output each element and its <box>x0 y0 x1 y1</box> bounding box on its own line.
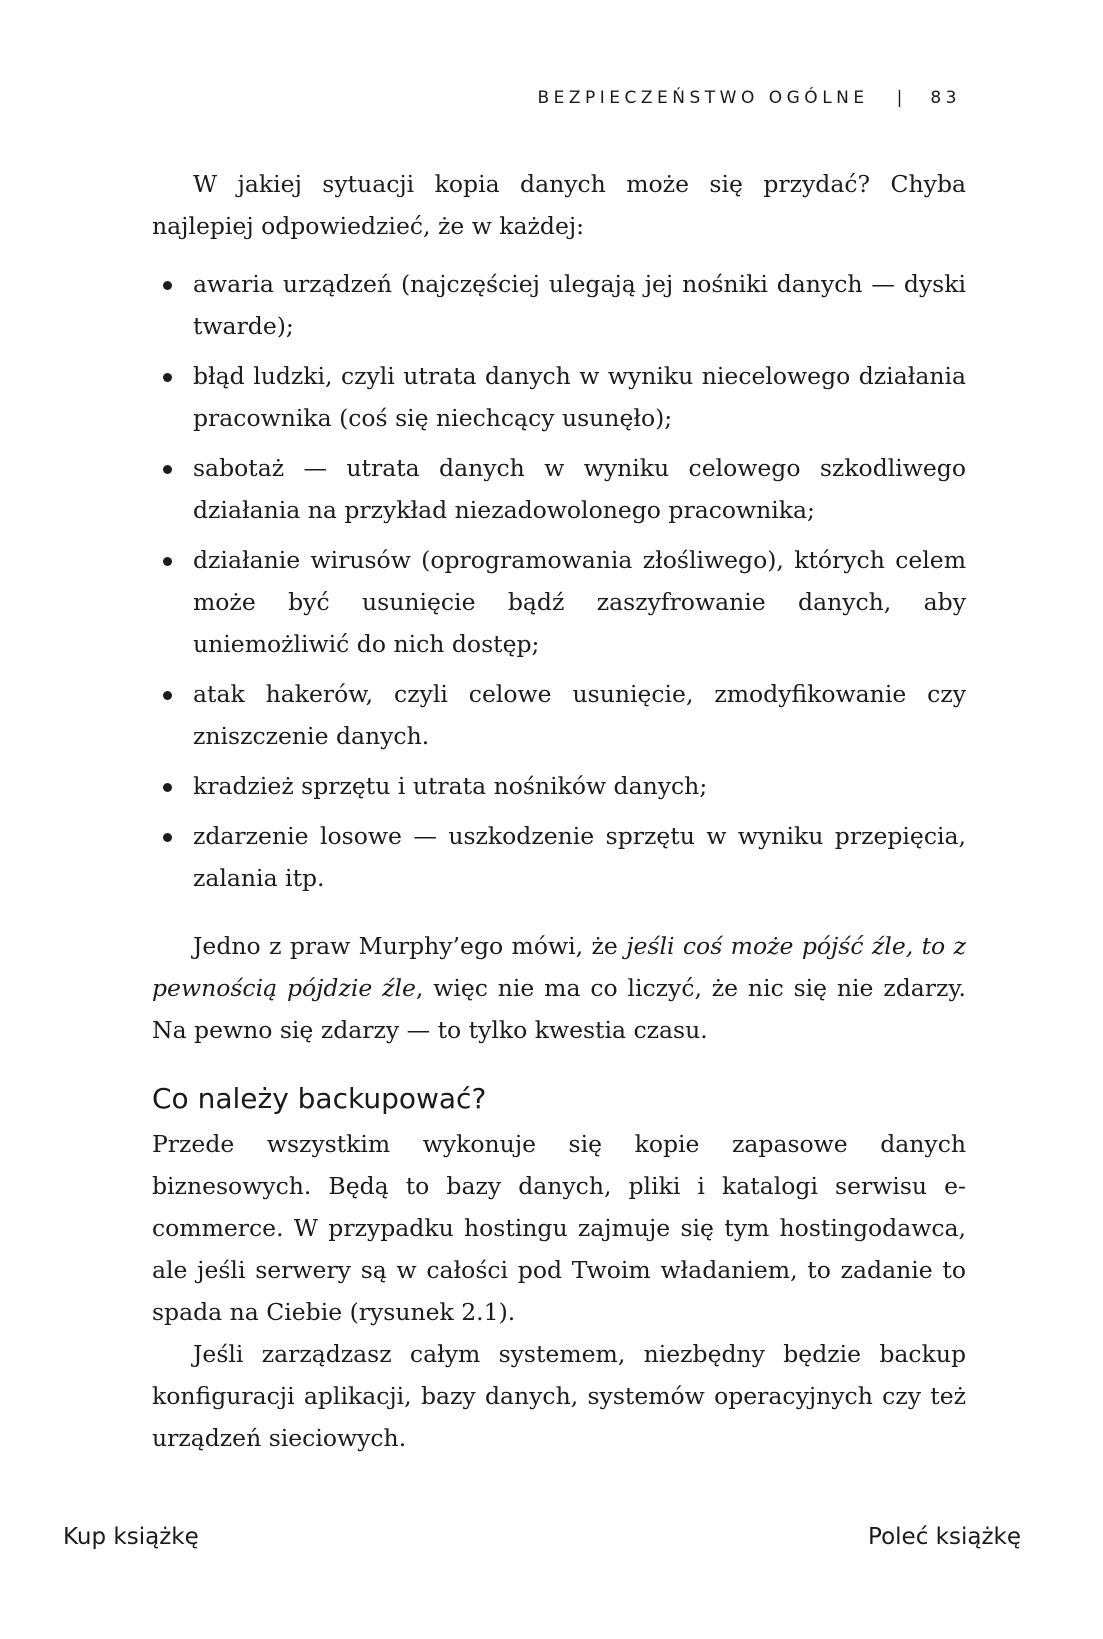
buy-book-link[interactable]: Kup książkę <box>63 1524 199 1550</box>
header-separator: | <box>896 88 903 108</box>
bullet-list <box>152 263 966 899</box>
running-header <box>537 88 961 108</box>
list-item-text: błąd ludzki, czyli utrata danych w wyniku niecelowego działania pracownika (coś się niechcący usunęło); <box>193 362 966 432</box>
list-item-text: atak hakerów, czyli celowe usunięcie, zmodyfikowanie czy zniszczenie danych. <box>193 680 966 750</box>
list-item <box>152 765 966 807</box>
bullet-icon <box>163 373 172 382</box>
murphy-text-after: , więc nie ma co liczyć, że nic się nie zdarzy. Na pewno się zdarzy — to tylko kwestia czasu. <box>152 974 966 1044</box>
bullet-icon <box>163 465 172 474</box>
backup-paragraph-2: Jeśli zarządzasz całym systemem, niezbędny będzie backup konfiguracji aplikacji, bazy danych, systemów operacyjnych czy też urządzeń sieciowych. <box>152 1340 966 1452</box>
list-item <box>152 815 966 899</box>
list-item <box>152 355 966 439</box>
list-item-text: zdarzenie losowe — uszkodzenie sprzętu w wyniku przepięcia, zalania itp. <box>193 822 966 892</box>
intro-paragraph: W jakiej sytuacji kopia danych może się przydać? Chyba najlepiej odpowiedzieć, że w każdej: <box>152 170 966 240</box>
bullet-icon <box>163 281 172 290</box>
list-item-text: działanie wirusów (oprogramowania złośliwego), których celem może być usunięcie bądź zaszyfrowanie danych, aby uniemożliwić do nich dostęp; <box>193 546 966 658</box>
list-item-text: kradzież sprzętu i utrata nośników danych; <box>193 772 708 800</box>
bullet-icon <box>163 833 172 842</box>
list-item-text: awaria urządzeń (najczęściej ulegają jej nośniki danych — dyski twarde); <box>193 270 966 340</box>
list-item <box>152 673 966 757</box>
page-number: 83 <box>930 88 961 108</box>
list-item <box>152 447 966 531</box>
list-item <box>152 539 966 665</box>
list-item <box>152 263 966 347</box>
page-body <box>152 163 966 1459</box>
murphy-text-before: Jedno z praw Murphy’ego mówi, że <box>193 932 627 960</box>
bullet-icon <box>163 783 172 792</box>
bullet-icon <box>163 691 172 700</box>
recommend-book-link[interactable]: Poleć książkę <box>868 1524 1021 1550</box>
list-item-text: sabotaż — utrata danych w wyniku celowego szkodliwego działania na przykład niezadowolonego pracownika; <box>193 454 966 524</box>
bullet-icon <box>163 557 172 566</box>
running-title: BEZPIECZEŃSTWO OGÓLNE <box>537 88 869 108</box>
backup-paragraph-1: Przede wszystkim wykonuje się kopie zapasowe danych biznesowych. Będą to bazy danych, pliki i katalogi serwisu e-commerce. W przypadku hostingu zajmuje się tym hostingodawca, ale jeśli serwery są w całości pod Twoim władaniem, to zadanie to spada na Ciebie (rysunek 2.1). <box>152 1130 966 1326</box>
murphy-quote: jeśli coś może pójść źle, to z pewnością pójdzie źle <box>152 932 967 1002</box>
murphy-paragraph <box>152 925 966 1051</box>
section-heading: Co należy backupować? <box>152 1082 487 1115</box>
